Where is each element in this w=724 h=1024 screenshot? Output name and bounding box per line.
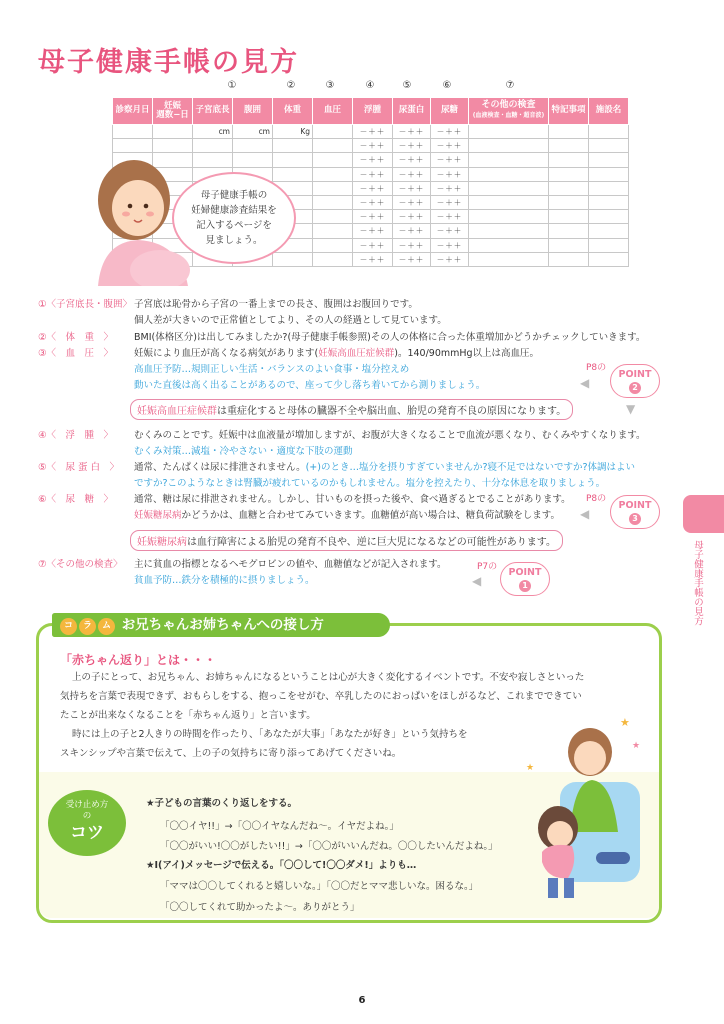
table-cell [113,125,153,139]
speech-bubble [172,172,296,264]
item-7-label: ⑦〈その他の検査〉 [38,559,123,570]
point3-arrow-icon: ◀ [580,507,590,521]
th-date: 診察月日 [113,98,153,125]
table-cell [193,139,233,153]
column-badge-2: ラ [79,618,96,635]
table-cell [549,181,589,195]
table-cell: －＋＋ [431,238,469,252]
point-2-badge[interactable]: POINT 2 [610,364,660,398]
tip-2-quote-2: 「〇〇してくれて助かったよ〜。ありがとう」 [160,902,360,913]
table-cell: －＋＋ [393,125,431,139]
point-1-badge[interactable]: POINT 1 [500,562,550,596]
col-num-3: ③ [325,80,335,91]
table-cell: －＋＋ [431,252,469,266]
table-cell [193,153,233,167]
table-cell [313,252,353,266]
tip-1: ★子どもの言葉のくり返しをする。 [146,798,298,809]
table-cell [469,252,549,266]
table-cell [589,153,629,167]
item-5-label: ⑤〈 尿 蛋 白 〉 [38,462,120,473]
table-cell [589,195,629,209]
page-title: 母子健康手帳の見方 [38,47,299,78]
table-cell [549,167,589,181]
table-cell: －＋＋ [393,252,431,266]
col-num-5: ⑤ [402,80,412,91]
th-urine-protein: 尿蛋白 [393,98,431,125]
table-cell: －＋＋ [353,252,393,266]
col-num-6: ⑥ [442,80,452,91]
item-1-desc2: 個人差が大きいので正常値としてより、その人の経過として見ています。 [134,315,447,326]
th-urine-sugar: 尿糖 [431,98,469,125]
mother-child-illustration [508,712,658,904]
table-cell: －＋＋ [393,224,431,238]
item-6: ⑥〈 尿 糖 〉 通常、糖は尿に排泄されません。しかし、甘いものを摂った後や、食べ過ぎるとでることがあります。 [38,494,571,505]
side-tab-label: 母子健康手帳の見方 [692,540,703,626]
th-edema: 浮腫 [353,98,393,125]
table-cell: －＋＋ [393,139,431,153]
column-para-5: スキンシップや言葉で伝えて、上の子の気持ちに寄り添ってあげてくださいね。 [60,748,402,759]
th-weight: 体重 [273,98,313,125]
table-cell: －＋＋ [353,210,393,224]
column-para-2: 気持ちを言葉で表現できず、おもらしをする、抱っこをせがむ、卒乳したのにおっぱいをほしがるなど、これまでできてい [60,691,582,702]
table-cell: －＋＋ [393,238,431,252]
svg-text:★: ★ [620,716,630,729]
table-cell [589,167,629,181]
table-cell [589,181,629,195]
table-cell [469,210,549,224]
column-header [52,613,390,637]
tip-1-quote-2: 「〇〇がいい!〇〇がしたい!!」→「〇〇がいいんだね。〇〇したいんだよね。」 [160,841,498,852]
table-cell [313,167,353,181]
svg-text:★: ★ [526,763,535,773]
table-cell [273,252,313,266]
table-row [113,139,629,153]
table-cell [313,139,353,153]
table-cell [313,238,353,252]
item-6-label: ⑥〈 尿 糖 〉 [38,494,114,505]
item-2-label: ②〈 体 重 〉 [38,332,114,343]
table-cell [313,153,353,167]
item-6-desc2: 妊娠糖尿病かどうかは、血糖と合わせてみていきます。血糖値が高い場合は、糖負荷試験をします。 [134,510,560,521]
table-cell [549,238,589,252]
point-3-badge[interactable]: POINT 3 [610,495,660,529]
item-7: ⑦〈その他の検査〉 主に貧血の指標となるヘモグロビンの値や、血糖値などが記入されます。 [38,559,447,570]
item-4-blue: むくみ対策…減塩・冷やさない・適度な下肢の運動 [134,446,353,457]
table-cell: －＋＋ [353,224,393,238]
point1-ref: P7の [477,562,498,572]
item-1-label: ①〈子宮底長・腹囲〉 [38,299,133,310]
table-cell [273,139,313,153]
table-cell [549,139,589,153]
th-fundal-height: 子宮底長 [193,98,233,125]
point2-arrow-icon: ◀ [580,376,590,390]
column-badge-1: コ [60,618,77,635]
column-para-1: 上の子にとって、お兄ちゃん、お姉ちゃんになるということは心が大きく変化するイベントです。不安や寂しさといった [72,672,585,683]
table-cell: －＋＋ [393,167,431,181]
table-cell [469,238,549,252]
item-3-blue1: 高血圧予防…規則正しい生活・バランスのよい食事・塩分控えめ [134,364,410,375]
item-4-label: ④〈 浮 腫 〉 [38,430,114,441]
th-facility: 施設名 [589,98,629,125]
table-cell [153,125,193,139]
side-tab[interactable] [683,495,724,533]
tip-1-quote-1: 「〇〇イヤ!!」→「〇〇イヤなんだね〜。イヤだよね。」 [160,821,399,832]
table-cell [549,252,589,266]
table-cell [589,210,629,224]
th-abdominal: 腹囲 [233,98,273,125]
table-cell: －＋＋ [353,238,393,252]
table-cell: －＋＋ [393,210,431,224]
table-cell [589,252,629,266]
table-cell [233,153,273,167]
table-cell: －＋＋ [431,125,469,139]
th-other-tests: その他の検査 (血液検査・血糖・超音波) [469,98,549,125]
down-arrow-icon: ▼ [626,402,636,416]
table-cell [469,167,549,181]
point3-ref: P8の [586,494,607,504]
th-notes: 特記事項 [549,98,589,125]
svg-text:★: ★ [632,741,641,751]
table-cell [313,224,353,238]
table-cell [549,210,589,224]
table-cell [549,125,589,139]
table-cell [469,224,549,238]
tip-2-quote-1: 「ママは〇〇してくれると嬉しいな。」「〇〇だとママ悲しいな。困るな。」 [160,881,479,892]
table-cell: cm [193,125,233,139]
tip-2: ★I(アイ)メッセージで伝える。「〇〇して!〇〇ダメ!」よりも… [146,860,417,871]
table-cell [589,139,629,153]
table-cell: －＋＋ [353,195,393,209]
diabetes-highlight-box: 妊娠糖尿病は血行障害による胎児の発育不良や、逆に巨大児になるなどの可能性があります。 [130,530,563,551]
item-3-label: ③〈 血 圧 〉 [38,348,114,359]
table-cell: Kg [273,125,313,139]
table-cell: －＋＋ [431,210,469,224]
th-weeks: 妊娠 週数−日 [153,98,193,125]
table-cell [469,139,549,153]
col-num-4: ④ [365,80,375,91]
column-numbers [112,80,628,97]
th-bp: 血圧 [313,98,353,125]
table-cell [589,238,629,252]
col-num-7: ⑦ [505,80,515,91]
table-cell: －＋＋ [431,167,469,181]
speech-text: 母子健康手帳の 妊婦健康診査結果を 記入するページを 見ましょう。 [191,190,277,246]
item-7-blue: 貧血予防…鉄分を積極的に摂りましょう。 [134,575,315,586]
table-cell [273,153,313,167]
table-cell: －＋＋ [353,125,393,139]
col-num-1: ① [227,80,237,91]
kotsu-badge: 受け止め方 の コツ [48,790,126,856]
point1-arrow-icon: ◀ [472,574,482,588]
table-cell: －＋＋ [393,195,431,209]
table-cell [313,195,353,209]
item-4: ④〈 浮 腫 〉 むくみのことです。妊娠中は血液量が増加しますが、お腹が大きくなることで血流が悪くなり、むくみやすくなります。 [38,430,646,441]
hypertension-highlight-box: 妊娠高血圧症候群は重症化すると母体の臓器不全や脳出血、胎児の発育不良の原因になります。 [130,399,573,420]
table-cell: －＋＋ [353,153,393,167]
table-cell [589,125,629,139]
table-cell [233,139,273,153]
item-3: ③〈 血 圧 〉 妊娠により血圧が高くなる病気があります(妊娠高血圧症候群)。140/90mmHg以上は高血圧。 [38,348,540,359]
item-2: ②〈 体 重 〉 BMI(体格区分)は出してみましたか?(母子健康手帳参照)その人の体格に合った体重増加かどうかチェックしていきます。 [38,332,646,343]
table-cell: －＋＋ [393,153,431,167]
table-cell [469,181,549,195]
table-cell [153,139,193,153]
table-cell: －＋＋ [353,181,393,195]
item-5-blue-b: ですか?このようなときは腎臓が疲れているのかもしれません。塩分を控えたり、十分な休息を取りましょう。 [134,478,606,489]
item-3-blue2: 動いた直後は高く出ることがあるので、座って少し落ち着いてから測りましょう。 [134,380,486,391]
table-row [113,125,629,139]
table-cell: －＋＋ [431,195,469,209]
table-cell: cm [233,125,273,139]
table-cell [589,224,629,238]
table-cell: －＋＋ [393,181,431,195]
table-cell [273,167,313,181]
column-badge-3: ム [98,618,115,635]
column-para-3: たことが出来なくなることを「赤ちゃん返り」と言います。 [60,710,316,721]
item-1: ①〈子宮底長・腹囲〉 子宮底は恥骨から子宮の一番上までの長さ、腹囲はお腹回りです。 [38,299,418,310]
table-cell [113,139,153,153]
col-num-2: ② [286,80,296,91]
table-cell: －＋＋ [431,139,469,153]
table-cell: －＋＋ [353,139,393,153]
table-header-row [113,98,629,125]
table-cell: －＋＋ [353,167,393,181]
item-5: ⑤〈 尿 蛋 白 〉 通常、たんぱくは尿に排泄されません。(+)のとき…塩分を摂りすぎていませんか?寝不足ではないですか?体調はよい [38,462,636,473]
table-cell [469,195,549,209]
point2-ref: P8の [586,363,607,373]
table-cell [313,210,353,224]
table-cell [313,181,353,195]
table-cell: －＋＋ [431,181,469,195]
column-para-4: 時には上の子と2人きりの時間を作ったり、「あなたが大事」「あなたが好き」という気持ちを [72,729,468,740]
page-number: 6 [358,995,366,1006]
table-cell: －＋＋ [431,224,469,238]
column-title: お兄ちゃんお姉ちゃんへの接し方 [121,617,324,633]
table-cell [469,153,549,167]
column-subtitle: 「赤ちゃん返り」とは・・・ [60,653,217,667]
table-cell [549,224,589,238]
table-cell [549,153,589,167]
table-cell [549,195,589,209]
table-cell: －＋＋ [431,153,469,167]
table-cell [469,125,549,139]
table-cell [313,125,353,139]
